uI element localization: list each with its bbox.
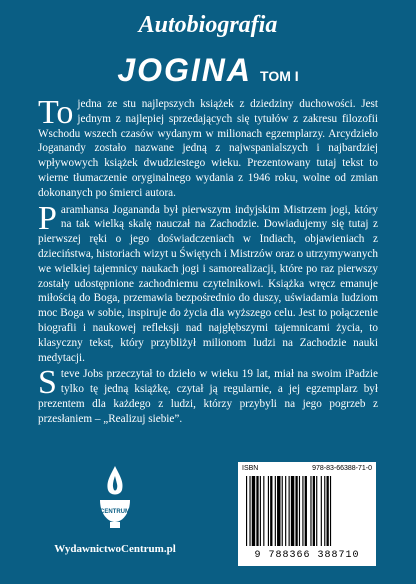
barcode-digits: 9 788366 388710 bbox=[254, 550, 360, 561]
barcode-bars bbox=[242, 476, 372, 548]
drop-cap: P bbox=[38, 199, 57, 237]
book-title-top: Autobiografia bbox=[138, 12, 278, 38]
isbn-number: 978-83-66388-71-0 bbox=[312, 465, 372, 472]
volume-label: TOM I bbox=[260, 68, 299, 84]
drop-cap: To bbox=[38, 94, 74, 131]
barcode-panel bbox=[238, 462, 376, 566]
description-paragraph-1 bbox=[38, 94, 378, 201]
isbn-row bbox=[242, 465, 372, 472]
title-main-text: JOGINA bbox=[117, 52, 253, 88]
book-title-main bbox=[0, 52, 416, 89]
drop-cap: S bbox=[38, 364, 57, 402]
publisher-logo-label: CENTRUM bbox=[100, 509, 130, 515]
paragraph-text: teve Jobs przeczytał to dzieło w wieku 19 lat, miał na swoim iPadzie tylko tę jedną książkę, czytał ją regularnie, a jej egzemplarz był prezentem dla każdego z ludzi, którzy przybyli na jego pogrzeb z przesłaniem – „Realizuj siebie”. bbox=[38, 368, 378, 425]
isbn-label: ISBN bbox=[242, 465, 259, 472]
description-paragraph-3 bbox=[38, 364, 378, 426]
publisher-website: WydawnictwoCentrum.pl bbox=[54, 543, 176, 555]
description-body bbox=[38, 94, 378, 429]
description-paragraph-2 bbox=[38, 199, 378, 366]
publisher-logo-icon bbox=[90, 464, 140, 534]
paragraph-text: jedna ze stu najlepszych książek z dziedziny duchowości. Jest jednym z najlepiej sprzedających się tytułów z zakresu filozofii Wschodu wszech czasów wydanym w milionach egzemplarzy. Arcydzieło Joganandy zostało nazwane jedną z najwspanialszych i najbardziej wpływowych książek dwudziestego wieku. Prezentowany tutaj tekst to wierne tłumaczenie oryginalnego wydania z 1946 roku, wolne od zmian dokonanych po śmierci autora. bbox=[38, 98, 378, 199]
paragraph-text: aramhansa Jogananda był pierwszym indyjskim Mistrzem jogi, który na tak wielką skalę nauczał na Zachodzie. Dowiadujemy się tutaj z pierwszej ręki o jego doświadczeniach w Indiach, objawieniach z dzieciństwa, historiach wizyt u Świętych i Mistrzów oraz o utrzymywanych we wielkiej tajemnicy naukach jogi i samorealizacji, które po raz pierwszy zostały udostępnione zachodniemu czytelnikowi. Książka wręcz emanuje miłością do Boga, przemawia bezpośrednio do duszy, uświadamia ludziom moc Boga w sobie, inspiruje do życia dla wyższego celu. Jest to połączenie biografii i naukowej refleksji nad najgłębszymi tajemnicami życia, to klasyczny tekst, który przybliżył milionom ludzi na Zachodzie nauki medytacji. bbox=[38, 203, 378, 364]
